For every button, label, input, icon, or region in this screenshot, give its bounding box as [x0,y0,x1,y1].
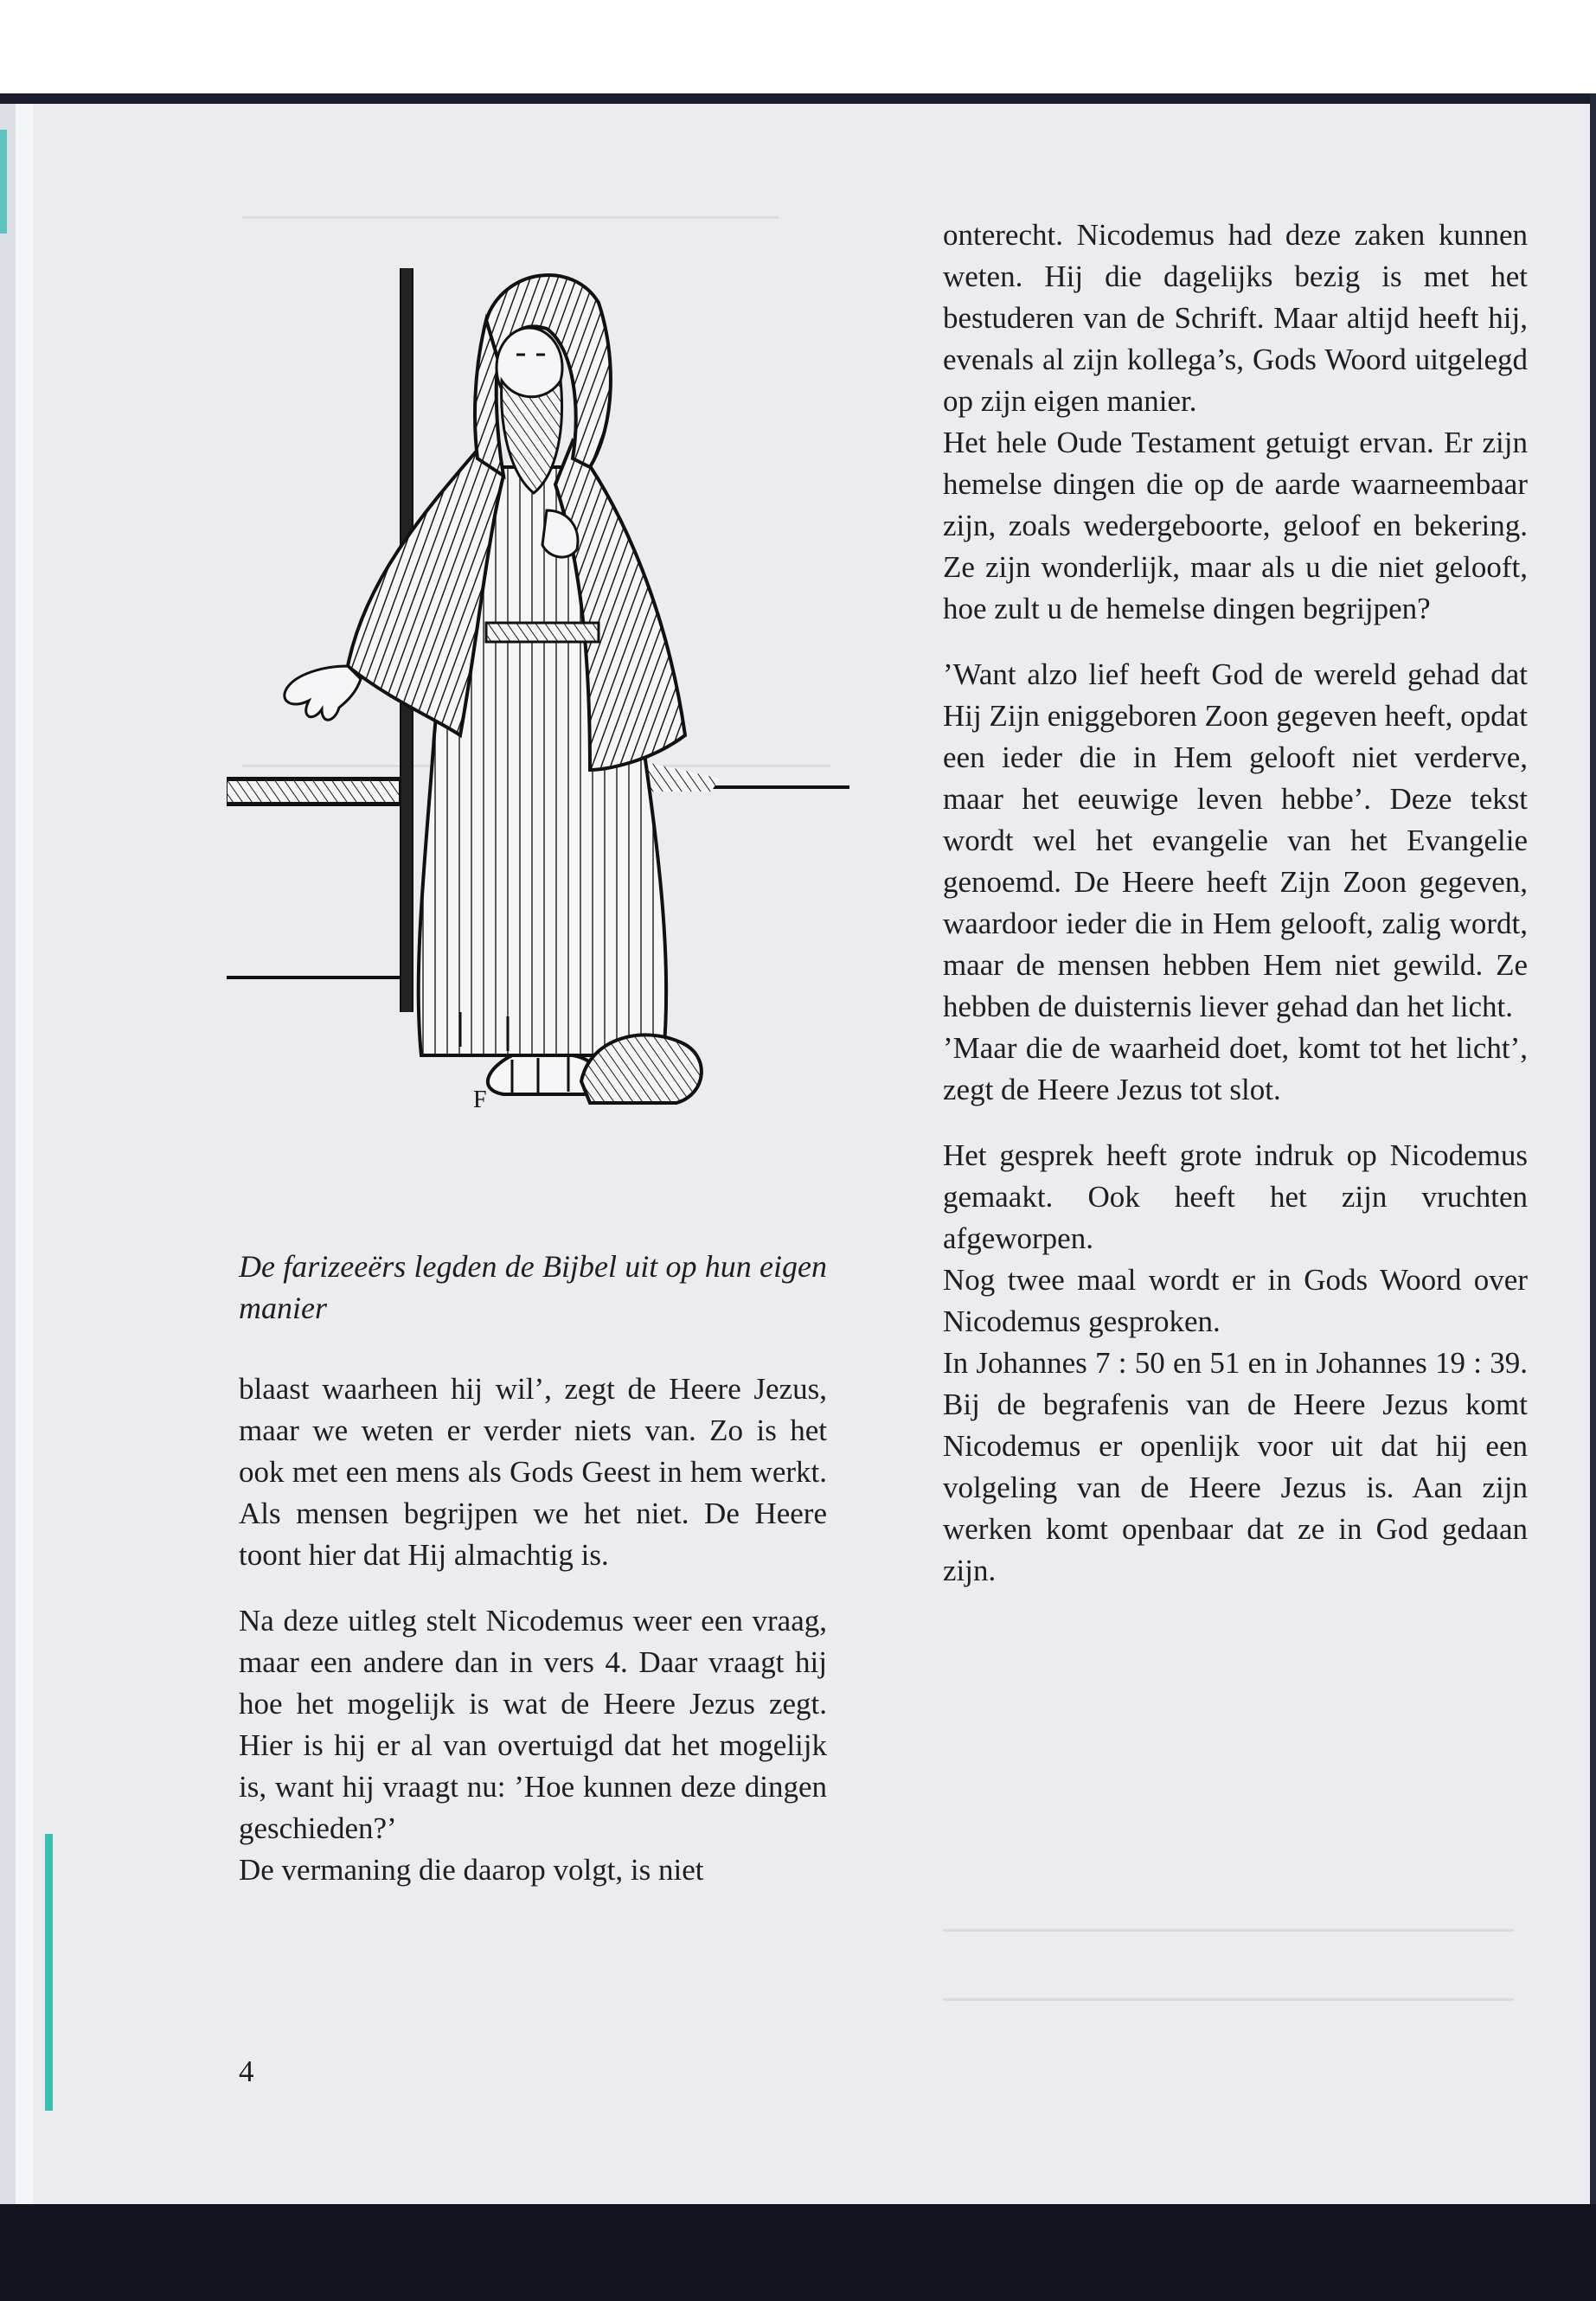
bleed-through-line [242,216,779,219]
left-text-column [239,1368,827,1891]
paragraph: Het hele Oude Testament getuigt ervan. Er zijn hemelse dingen die op de aarde waarneembaar zijn, zoals wedergeboorte, geloof en bekering. Ze zijn wonderlijk, maar als u die niet gelooft, hoe zult u de hemelse dingen begrijpen? [943,426,1528,625]
scan-bottom-margin [0,2204,1596,2301]
cover-edge-mark [45,1834,53,2111]
belt [486,623,599,642]
paragraph: ’Maar die de waarheid doet, komt tot het licht’, zegt de Heere Jezus tot slot. [943,1031,1528,1106]
paragraph: ’Want alzo lief heeft God de wereld gehad dat Hij Zijn eniggeboren Zoon gegeven heeft, opdat een ieder die in Hem gelooft niet verderve, maar het eeuwige leven hebbe’. Deze tekst wordt wel het evangelie van het Evangelie genoemd. De Heere heeft Zijn Zoon gegeven, waardoor ieder die in Hem gelooft, zalig wordt, maar de mensen hebben Hem niet gewild. Ze hebben de duisternis liever gehad dan het licht. [943,657,1528,1023]
paragraph: blaast waarheen hij wil’, zegt de Heere Jezus, maar we weten er verder niets van. Zo is het ook met een mens als Gods Geest in hem werkt. Als mensen begrijpen we het niet. De Heere toont hier dat Hij almachtig is. [239,1372,827,1572]
paragraph: In Johannes 7 : 50 en 51 en in Johannes 19 : 39. Bij de begrafenis van de Heere Jezus komt Nicodemus er openlijk voor uit dat hij een volgeling van de Heere Jezus is. Aan zijn werken komt openbaar dat ze in God gedaan zijn. [943,1346,1528,1587]
book-top-edge [0,93,1596,104]
illustration-caption: De farizeeërs legden de Bijbel uit op hun eigen manier [239,1249,827,1325]
pharisee-illustration [227,251,849,1159]
bleed-through-line [943,1929,1514,1932]
illustrator-signature: F [473,1086,487,1113]
book-spine-inner [16,104,33,2206]
book-right-edge [1590,93,1596,2204]
paragraph: Na deze uitleg stelt Nicodemus weer een vraag, maar een andere dan in vers 4. Daar vraagt hij hoe het mogelijk is wat de Heere Jezus zegt. Hier is hij er al van overtuigd dat het mogelijk is, want hij vraagt nu: ’Hoe kunnen deze dingen geschieden?’ [239,1604,827,1845]
paragraph: Het gesprek heeft grote indruk op Nicodemus gemaakt. Ook heeft het zijn vruchten afgeworpen. [943,1138,1528,1255]
right-text-column [943,215,1528,1592]
paragraph: Nog twee maal wordt er in Gods Woord over Nicodemus gesproken. [943,1263,1528,1338]
bleed-through-line [943,1998,1514,2001]
paragraph: De vermaning die daarop volgt, is niet [239,1853,704,1887]
outstretched-hand [285,666,361,720]
scan-top-margin [0,0,1596,97]
paragraph: onterecht. Nicodemus had deze zaken kunnen weten. Hij die dagelijks bezig is met het bestuderen van de Schrift. Maar altijd heeft hij, evenals al zijn kollega’s, Gods Woord uitgelegd op zijn eigen manier. [943,218,1528,418]
page-number: 4 [239,2054,254,2088]
cover-edge-mark [0,130,7,234]
